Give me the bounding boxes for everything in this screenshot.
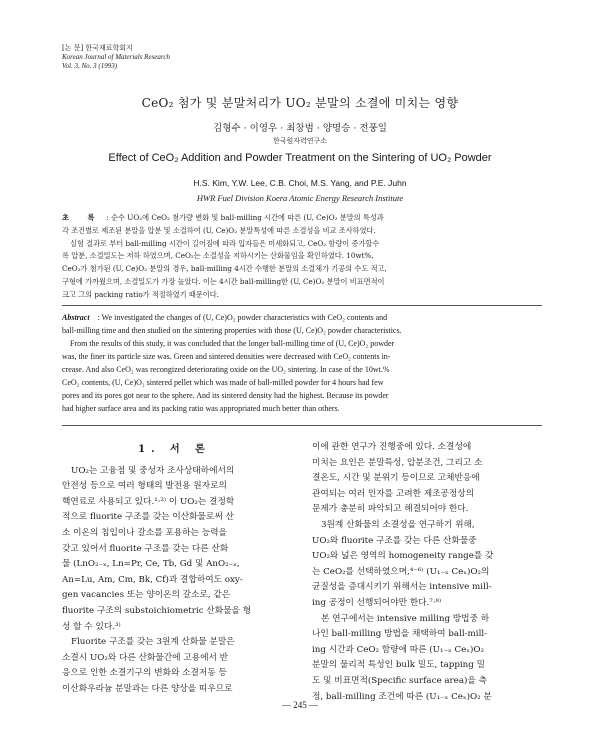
title-korean: CeO₂ 첨가 및 분말처리가 UO₂ 분말의 소결에 미치는 영향: [141, 96, 459, 110]
body-line: 도 및 비표면적(Specific surface area)을 측: [312, 675, 487, 686]
body-line: 성 할 수 있다.³⁾: [62, 621, 121, 632]
body-line: 균질성을 증대시키기 위해서는 intensive mill-: [312, 582, 492, 593]
section-heading: 1. 서 론: [138, 444, 211, 455]
body-line: 이에 관한 연구가 진행중에 있다. 소결성에: [312, 442, 472, 452]
body-line: 나인 ball-milling 방법을 채택하여 ball-mill-: [312, 629, 488, 640]
body-line: ing 공정이 선행되어야만 한다.⁷·⁸⁾: [312, 597, 442, 608]
abstract-english-line: [62, 311, 542, 324]
body-line: 응으로 인한 소결기구의 변화와 소결저동 등: [62, 668, 227, 679]
body-line: fluorite 구조의 substoichiometric 산화물을 형: [62, 605, 252, 616]
body-line: 소결시 UO₂와 다른 산화물간에 고용에서 반: [62, 652, 229, 663]
abstract-korean-line: 각 조건별로 제조된 분말을 압분 및 소결하여 (U, Ce)O₂ 분말특성에 따른 소결성을 비교 조사하였다.: [62, 225, 376, 235]
page-number: — 245 —: [282, 700, 318, 710]
body-line: An=Lu, Am, Cm, Bk, Cf)과 결합하여도 oxy-: [62, 574, 243, 585]
authors-english: H.S. Kim, Y.W. Lee, C.B. Choi, M.S. Yang, and P.E. Juhn: [193, 178, 407, 188]
abstract-english-text: : We investigated the changes of (U, Ce)O₂ powder characteristics with CeO₂ contents and: [97, 313, 388, 322]
journal-header-line1: [논 문] 한국재료학회지: [62, 44, 133, 52]
authors-korean: 김형수 · 이영우 · 최창범 · 양명승 · 전풍일: [213, 123, 387, 134]
abstract-english-line: crease. And also CeO₂ was recongized deteriorating oxide on the UO₂ sintering. In case of the 10wt.%: [62, 365, 390, 374]
body-line: UO₂는 고융점 및 중성자 조사상태하에서의: [71, 465, 235, 476]
divider: [62, 425, 542, 426]
abstract-korean-line: CeO₂가 첨가된 (U, Ce)O₂ 분말의 경우, ball-milling 4시간 수행한 분말의 소결체가 기공의 수도 적고,: [62, 264, 387, 274]
body-line: 갖고 있어서 fluorite 구조를 갖는 다른 산화: [62, 543, 229, 554]
body-line: ing 시간과 CeO₂ 함량에 따른 (U₁₋ₓ Ceₓ)O₂: [312, 644, 484, 655]
body-line: 안전성 등으로 여러 형태의 발전용 원자로의: [62, 481, 227, 492]
body-line: 핵연료로 사용되고 있다.¹·²⁾ 이 UO₂는 결정학: [62, 496, 235, 507]
journal-header-line2: Korean Journal of Materials Research: [62, 53, 170, 61]
body-line: 물 (LnO₂₋ₓ, Ln=Pr, Ce, Tb, Gd 및 AnO₂₋ₓ,: [62, 559, 240, 570]
abstract-korean-line: 크고 그의 packing ratio가 적절하였기 때문이다.: [62, 289, 219, 299]
body-right-column: [312, 440, 537, 705]
affiliation-english: HWR Fuel Division Koera Atomic Energy Research Institute: [196, 193, 404, 203]
body-line: 결온도, 시간 및 분위기 등이므로 고체반응에: [312, 473, 480, 484]
body-line: 관여되는 여러 인자를 고려한 제조공정상의: [312, 488, 475, 499]
affiliation-korean: 한국원자력연구소: [272, 137, 328, 145]
abstract-english-line: CeO₂ contents, (U, Ce)O₂ sintered pellet which was made of ball-milled powder for 4 hours had few: [62, 378, 384, 387]
body-line: 적으로 fluorite 구조를 갖는 이산화물로써 산: [62, 512, 234, 523]
abstract-korean-text: : 순수 UO₂에 CeO₂ 첨가량 변화 및 ball-milling 시간에 따른 (U, Ce)O₂ 분말의 특성과: [106, 213, 384, 222]
body-line: UO₂와 fluorite 구조를 갖는 다른 산화물중: [312, 535, 477, 546]
body-line: 미치는 요인은 분말특성, 압분조건, 그리고 소: [312, 457, 483, 468]
abstract-korean-line: 실험 결과로 부터 ball-milling 시간이 길어짐에 따라 입자들은 미세화되고, CeO₂ 함량이 증가할수: [70, 238, 380, 248]
abstract-english-label: Abstract: [62, 313, 90, 322]
body-line: UO₂와 넓은 영역의 homogeneity range를 갖: [312, 551, 494, 562]
abstract-korean: [62, 212, 542, 302]
title-english: Effect of CeO₂ Addition and Powder Treatment on the Sintering of UO₂ Powder: [108, 152, 492, 164]
journal-header: [62, 44, 170, 71]
body-line: gen vacancies 또는 양이온의 갈소로, 같은: [62, 590, 231, 601]
abstract-korean-line: 록 압분, 소결밀도는 저하 하였으며, CeO₂는 소결성을 저하시키는 산화물임을 확인하였다. 10wt%,: [62, 251, 374, 261]
abstract-english-line: ball-milling time and then studied on the sintering properties with those (U, Ce)O₂ powder characteristics.: [62, 326, 402, 335]
divider: [62, 305, 542, 306]
body-line: Fluorite 구조를 갖는 3원계 산화물 분말은: [71, 637, 235, 648]
body-line: 는 CeO₂를 선택하였으며,⁴⁻⁶⁾ (U₁₋ₓ Ceₓ)O₂의: [312, 566, 490, 577]
abstract-english: [62, 311, 542, 415]
abstract-korean-line: [62, 212, 542, 225]
abstract-english-line: had higher surface area and its packing ratio was appropriated much better than others.: [62, 404, 340, 413]
body-line: 문제가 충분히 파악되고 해결되어야 한다.: [312, 504, 469, 515]
body-line: 3원계 산화물의 소결성을 연구하기 위해,: [321, 519, 475, 530]
abstract-english-line: pores and its pores got near to the sphere. And its sintered density had the highest. Because its powder: [62, 391, 389, 400]
body-line: 이산화우라늄 분말과는 다른 양상을 띠우므로: [62, 683, 233, 694]
body-line: 본 연구에서는 intensive milling 방법중 하: [321, 613, 490, 624]
abstract-english-line: From the results of this study, it was concluded that the longer ball-milling time of (U, Ce)O₂ powder: [70, 339, 395, 348]
body-line: 소 이온의 침입이나 갈소를 포용하는 능력을: [62, 527, 227, 538]
body-left-column: [62, 440, 287, 698]
body-line: 분말의 물리적 특성인 bulk 밀도, tapping 밀: [312, 660, 485, 671]
journal-header-line3: Vol. 3, No. 3 (1993): [62, 62, 118, 70]
abstract-korean-line: 구형에 가까웠으며, 소결밀도가 가장 높았다. 이는 4시간 ball-milling한 (U, Ce)O₂ 분말이 비표면적이: [62, 276, 385, 286]
abstract-english-line: was, the finer its particle size was. Green and sintered densities were decreased with CeO₂ contents in-: [62, 352, 391, 361]
body-line: 정, ball-milling 조건에 따른 (U₁₋ₓ Ceₓ)O₂ 분: [312, 691, 492, 702]
abstract-korean-label: 초 록: [62, 213, 103, 222]
